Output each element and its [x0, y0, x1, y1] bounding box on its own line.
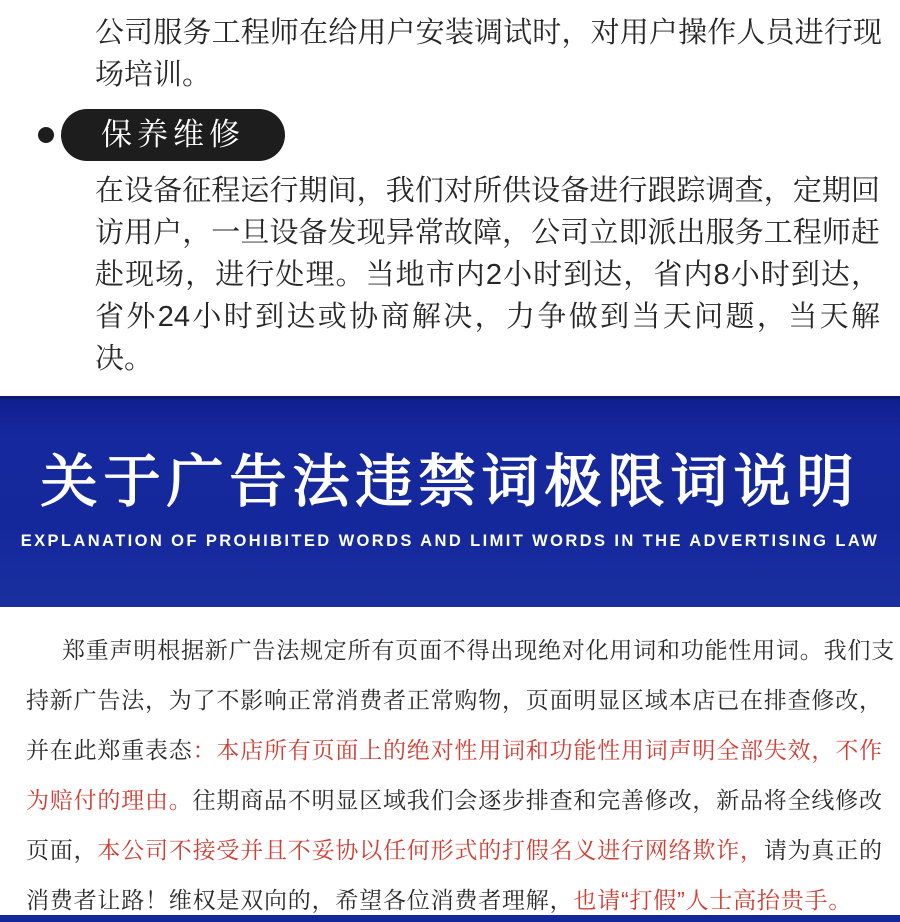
disclaimer-text-black: 并在此郑重表态	[26, 737, 193, 763]
disclaimer-text-black: 郑重声明根据新广告法规定所有页面不得出现绝对化用词和功能性用词。我们支	[62, 637, 895, 663]
disclaimer-text-black: 往期商品不明显区域我们会逐步排查和完善修改，新品将全线修改	[192, 787, 883, 813]
disclaimer-text-black: 请为真正的	[763, 837, 883, 863]
disclaimer-text-black: 消费者让路！维权是双向的，希望各位消费者理解，	[26, 887, 574, 913]
advertising-law-banner	[0, 396, 900, 607]
disclaimer-line-3	[26, 725, 883, 775]
disclaimer-text-red: ：本店所有页面上的绝对性用词和功能性用词声明全部失效，不作	[192, 737, 883, 763]
next-section-blue-edge	[0, 915, 900, 922]
disclaimer-line-1	[26, 625, 895, 675]
disclaimer-block	[0, 625, 900, 922]
install-training-paragraph: 公司服务工程师在给用户安装调试时，对用户操作人员进行现场培训。	[95, 17, 882, 91]
banner-subtitle-english: EXPLANATION OF PROHIBITED WORDS AND LIMIT WORDS IN THE ADVERTISING LAW	[20, 532, 880, 550]
disclaimer-line-4	[26, 775, 883, 825]
maintenance-section-header	[38, 110, 900, 160]
disclaimer-text-red: 也请“打假”人士高抬贵手。	[573, 887, 853, 913]
disclaimer-text-black: 页面，	[26, 837, 98, 863]
maintenance-badge: 保养维修	[61, 109, 285, 161]
bullet-dot-icon	[38, 127, 54, 143]
disclaimer-line-2	[26, 675, 883, 725]
maintenance-paragraph: 在设备征程运行期间，我们对所供设备进行跟踪调查，定期回访用户，一旦设备发现异常故障，公司立即派出服务工程师赶赴现场，进行处理。当地市内2小时到达，省内8小时到达，省外24小时到达或协商解决，力争做到当天问题，当天解决。	[95, 175, 880, 375]
disclaimer-text-black: 持新广告法，为了不影响正常消费者正常购物，页面明显区域本店已在排查修改，	[26, 687, 883, 713]
disclaimer-text-red: 为赔付的理由。	[26, 787, 193, 813]
banner-title: 关于广告法违禁词极限词说明	[40, 450, 860, 514]
disclaimer-line-5	[26, 825, 883, 875]
disclaimer-text-red: 本公司不接受并且不妥协以任何形式的打假名义进行网络欺诈，	[97, 837, 764, 863]
